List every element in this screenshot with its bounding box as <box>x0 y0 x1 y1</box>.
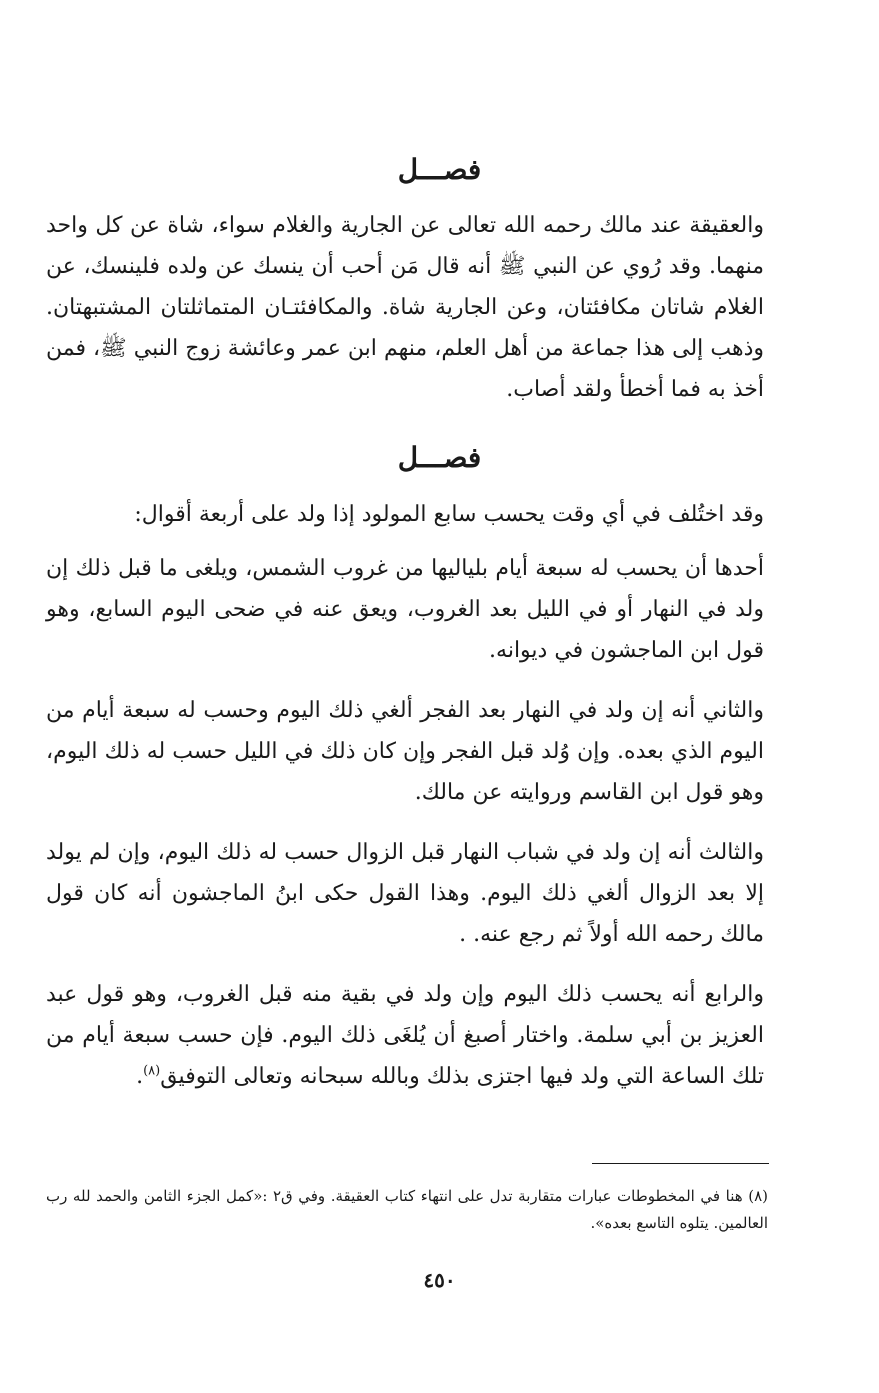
footnote-marker: (٨) <box>143 1063 161 1079</box>
section-1-paragraph-1: والعقيقة عند مالك رحمه الله تعالى عن الجارية والغلام سواء، شاة عن كل واحد منهما. وقد رُوي عن النبي ﷺ أنه قال مَن أحب أن ينسك عن ولده فلينسك، عن الغلام شاتان مكافئتان، وعن الجارية شاة. والمكافئتـان المتماثلتان المشتبهتان. وذهب إلى هذا جماعة من أهل العلم، منهم ابن عمر وعائشة زوج النبي ﷺ، فمن أخذ به فما أخطأ ولقد أصاب. <box>46 213 764 402</box>
section-2-paragraph-2: أحدها أن يحسب له سبعة أيام بلياليها من غروب الشمس، ويلغى ما قبل ذلك إن ولد في النهار أو في الليل بعد الغروب، ويعق عنه في ضحى اليوم السابع، وهو قول ابن الماجشون في ديوانه. <box>46 556 764 663</box>
section-2-opinion-2 <box>46 690 764 813</box>
section-2-opinion-1 <box>46 548 764 671</box>
section-heading-1: فصـــل <box>397 153 482 186</box>
section-1-body <box>46 205 764 410</box>
section-2-paragraph-1: وقد اختُلف في أي وقت يحسب سابع المولود إذا ولد على أربعة أقوال: <box>134 502 764 527</box>
section-2-paragraph-3: والثاني أنه إن ولد في النهار بعد الفجر ألغي ذلك اليوم وحسب له سبعة أيام من اليوم الذي بعده. وإن وُلد قبل الفجر وإن كان ذلك في الليل حسب له ذلك اليوم، وهو قول ابن القاسم وروايته عن مالك. <box>46 698 764 805</box>
paragraph-5-text: والرابع أنه يحسب ذلك اليوم وإن ولد في بقية منه قبل الغروب، وهو قول عبد العزيز بن أبي سلمة. واختار أصبغ أن يُلغَى ذلك اليوم. فإن حسب سبعة أيام من تلك الساعة التي ولد فيها اجتزى بذلك وبالله سبحانه وتعالى التوفيق <box>46 982 764 1089</box>
footnote-divider <box>592 1163 769 1164</box>
section-2-intro <box>46 494 764 535</box>
footnote: (٨) هنا في المخطوطات عبارات متقاربة تدل على انتهاء كتاب العقيقة. وفي ق٢ :«كمل الجزء الثامن والحمد لله رب العالمين. يتلوه التاسع بعده». <box>46 1187 768 1232</box>
section-2-opinion-3 <box>46 832 764 955</box>
page-number: ٤٥٠ <box>423 1268 456 1292</box>
closing-punctuation: . <box>136 1064 144 1089</box>
section-2-paragraph-5 <box>46 974 764 1097</box>
section-2-opinion-4 <box>46 974 764 1097</box>
section-heading-2: فصـــل <box>397 441 482 474</box>
section-2-paragraph-4: والثالث أنه إن ولد في شباب النهار قبل الزوال حسب له ذلك اليوم، وإن لم يولد إلا بعد الزوال ألغي ذلك اليوم. وهذا القول حكى ابنُ الماجشون أنه كان قول مالك رحمه الله أولاً ثم رجع عنه. . <box>46 840 764 947</box>
